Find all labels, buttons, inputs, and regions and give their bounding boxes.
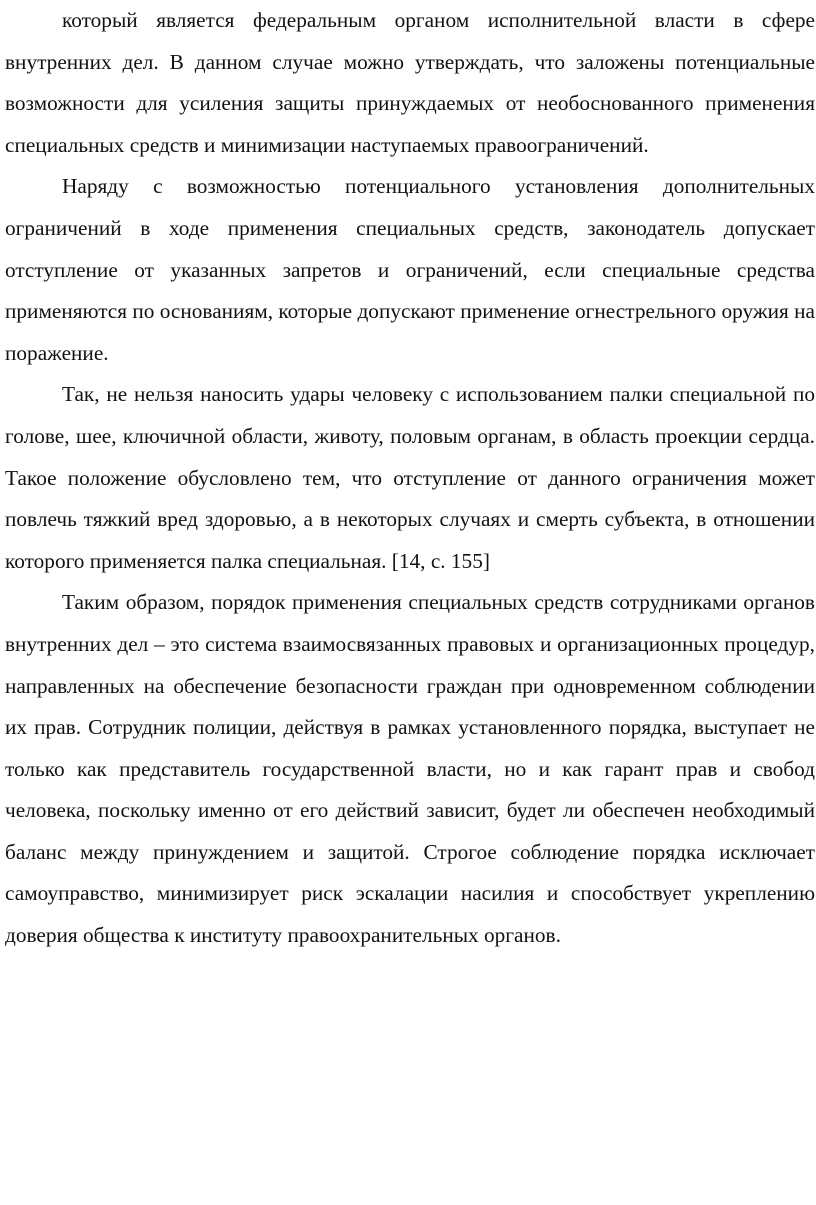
paragraph-conclusion: Таким образом, порядок применения специальных средств сотрудниками органов внутренних дел – это система взаимосвязанных правовых и организационных процедур, направленных на обеспечение безопасности граждан при одновременном соблюдении их прав. Сотрудник полиции, действуя в рамках установленного порядка, выступает не только как представитель государственной власти, но и как гарант прав и свобод человека, поскольку именно от его действий зависит, будет ли обеспечен необходимый баланс между принуждением и защитой. Строгое соблюдение порядка исключает самоуправство, минимизирует риск эскалации насилия и способствует укреплению доверия общества к институту правоохранительных органов. xyxy=(5,590,815,948)
paragraph-continuation: который является федеральным органом исполнительной власти в сфере внутренних дел. В данном случае можно утверждать, что заложены потенциальные возможности для усиления защиты принуждаемых от необоснованного применения специальных средств и минимизации наступаемых правоограничений. xyxy=(5,8,815,157)
document-body xyxy=(5,0,815,957)
paragraph-exceptions: Наряду с возможностью потенциального установления дополнительных ограничений в ходе применения специальных средств, законодатель допускает отступление от указанных запретов и ограничений, если специальные средства применяются по основаниям, которые допускают применение огнестрельного оружия на поражение. xyxy=(5,174,815,365)
paragraph-baton-restrictions: Так, не нельзя наносить удары человеку с использованием палки специальной по голове, шее, ключичной области, животу, половым органам, в область проекции сердца. Такое положение обусловлено тем, что отступление от данного ограничения может повлечь тяжкий вред здоровью, а в некоторых случаях и смерть субъекта, в отношении которого применяется палка специальная. [14, с. 155] xyxy=(5,382,815,573)
